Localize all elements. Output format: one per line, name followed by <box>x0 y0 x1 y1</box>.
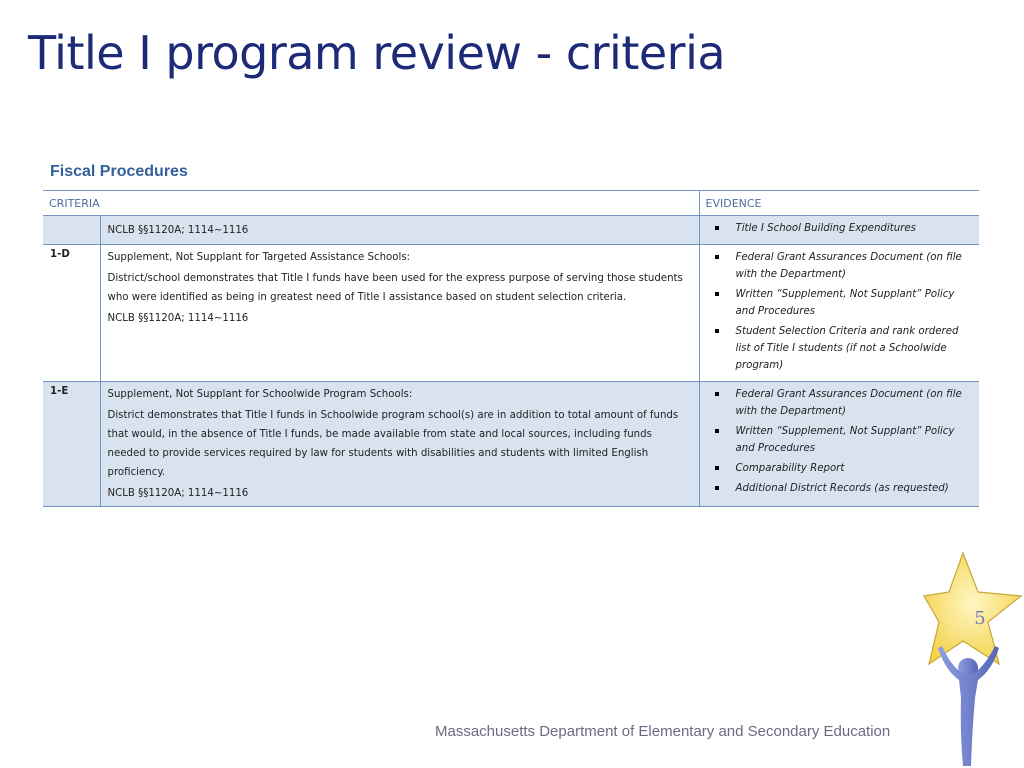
square-bullet-icon <box>715 226 719 230</box>
page-number: 5 <box>974 608 986 629</box>
evidence-item: Federal Grant Assurances Document (on file with the Department) <box>707 249 973 283</box>
square-bullet-icon <box>715 255 719 259</box>
slide-title: Title I program review - criteria <box>28 26 726 80</box>
criterion-cell <box>100 216 699 245</box>
criterion-reference: NCLB §§1120A; 1114~1116 <box>107 225 249 236</box>
evidence-list <box>707 386 973 497</box>
criterion-title: Supplement, Not Supplant for Targeted Assistance Schools: <box>107 252 411 263</box>
evidence-cell <box>699 216 979 245</box>
criterion-cell <box>100 382 699 507</box>
evidence-item: Comparability Report <box>707 460 973 477</box>
person-figure <box>938 646 999 766</box>
criterion-id: 1-D <box>43 245 100 382</box>
criterion-id: 1-E <box>43 382 100 507</box>
evidence-item: Student Selection Criteria and rank ordered list of Title I students (if not a Schoolwide program) <box>707 323 973 374</box>
evidence-item: Federal Grant Assurances Document (on file with the Department) <box>707 386 973 420</box>
criteria-table <box>43 190 979 507</box>
square-bullet-icon <box>715 466 719 470</box>
square-bullet-icon <box>715 486 719 490</box>
evidence-list <box>707 249 973 374</box>
evidence-item: Written “Supplement, Not Supplant” Policy and Procedures <box>707 423 973 457</box>
criterion-title: Supplement, Not Supplant for Schoolwide Program Schools: <box>107 389 413 400</box>
table-row <box>43 216 979 245</box>
section-heading: Fiscal Procedures <box>50 163 188 180</box>
evidence-cell <box>699 382 979 507</box>
evidence-item: Written “Supplement, Not Supplant” Policy and Procedures <box>707 286 973 320</box>
evidence-cell <box>699 245 979 382</box>
criterion-reference: NCLB §§1120A; 1114~1116 <box>107 488 249 499</box>
criterion-cell <box>100 245 699 382</box>
criterion-description: District demonstrates that Title I funds in Schoolwide program school(s) are in addition to total amount of funds that would, in the absence of Title I funds, be made available from state and local sources, including funds needed to provide services required by law for students with disabilities and students with limited English proficiency. <box>107 410 679 478</box>
criterion-reference: NCLB §§1120A; 1114~1116 <box>107 313 249 324</box>
evidence-item: Title I School Building Expenditures <box>707 220 973 237</box>
footer-text: Massachusetts Department of Elementary and Secondary Education <box>435 723 891 740</box>
square-bullet-icon <box>715 292 719 296</box>
table-row <box>43 245 979 382</box>
star-figure-logo-icon <box>915 548 1024 768</box>
square-bullet-icon <box>715 392 719 396</box>
criteria-column-header: CRITERIA <box>43 191 699 216</box>
evidence-list <box>707 220 973 237</box>
evidence-item: Additional District Records (as requested) <box>707 480 973 497</box>
criterion-description: District/school demonstrates that Title I funds have been used for the express purpose of serving those students who were identified as being in greatest need of Title I assistance based on student selection criteria. <box>107 273 683 303</box>
table-header-row <box>43 191 979 216</box>
criterion-id <box>43 216 100 245</box>
square-bullet-icon <box>715 329 719 333</box>
square-bullet-icon <box>715 429 719 433</box>
table-row <box>43 382 979 507</box>
evidence-column-header: EVIDENCE <box>699 191 979 216</box>
